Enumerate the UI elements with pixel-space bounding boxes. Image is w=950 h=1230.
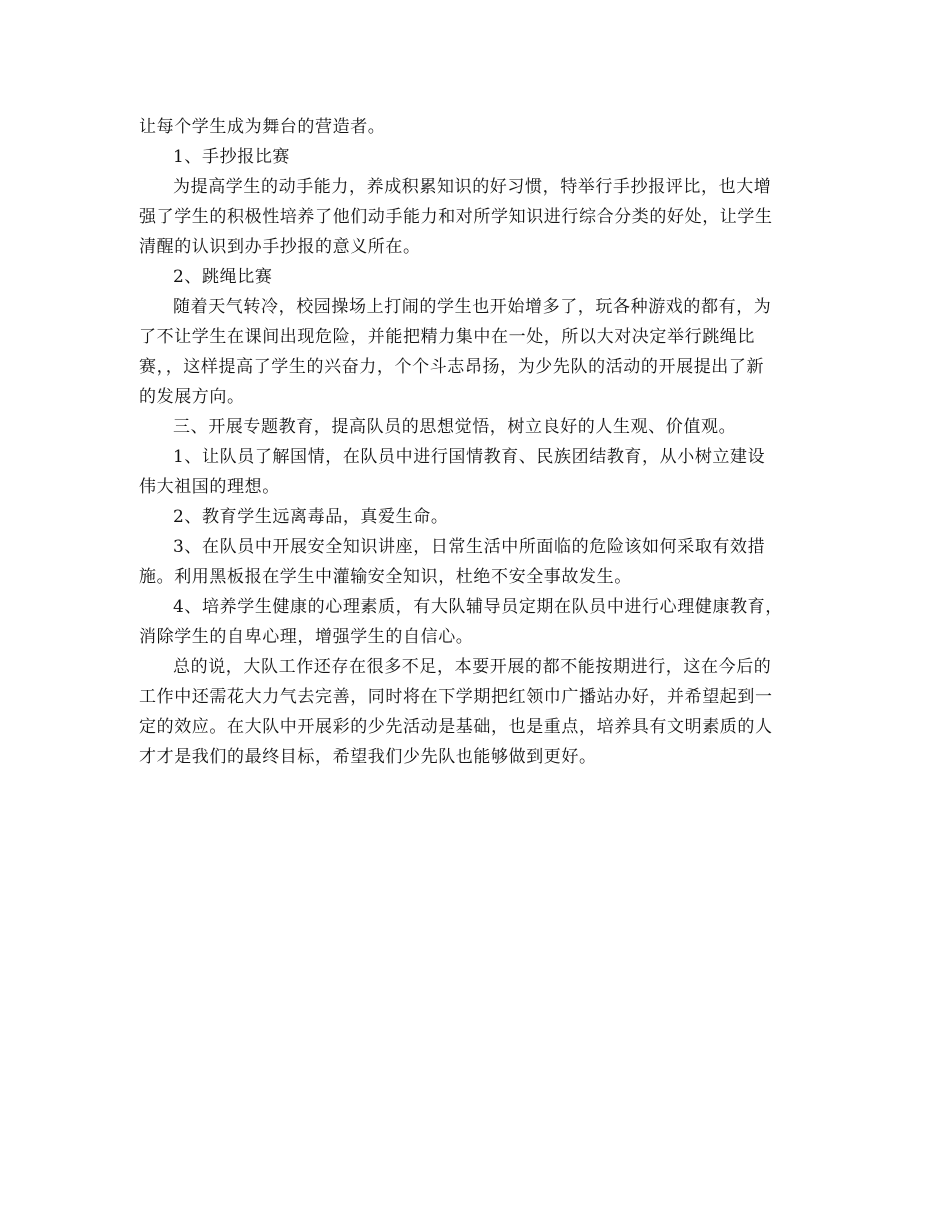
paragraph: [139, 142, 819, 172]
text-line: 工作中还需花大力气去完善，同时将在下学期把红领巾广播站办好，并希望起到一: [139, 687, 773, 707]
paragraph: [139, 412, 819, 442]
text-line: 总的说，大队工作还存在很多不足，本要开展的都不能按期进行，这在今后的: [173, 657, 772, 677]
text-line: 让每个学生成为舞台的营造者。: [139, 117, 386, 137]
text-line: 消除学生的自卑心理，增强学生的自信心。: [139, 627, 474, 647]
text-line: 3、在队员中开展安全知识讲座，日常生活中所面临的危险该如何采取有效措: [173, 537, 766, 557]
text-line: 施。利用黑板报在学生中灌输安全知识，杜绝不安全事故发生。: [139, 567, 632, 587]
text-line: 为提高学生的动手能力，养成积累知识的好习惯，特举行手抄报评比，也大增: [173, 177, 772, 197]
paragraph: [139, 172, 819, 262]
text-line: 4、培养学生健康的心理素质，有大队辅导员定期在队员中进行心理健康教育，: [173, 597, 783, 617]
text-line: 2、教育学生远离毒品，真爱生命。: [173, 507, 449, 527]
text-line: 三、开展专题教育，提高队员的思想觉悟，树立良好的人生观、价值观。: [173, 417, 737, 437]
text-line: 了不让学生在课间出现危险，并能把精力集中在一处，所以大对决定举行跳绳比: [139, 327, 755, 347]
text-line: 强了学生的积极性培养了他们动手能力和对所学知识进行综合分类的好处，让学生: [139, 207, 773, 227]
paragraph: [139, 502, 819, 532]
paragraph: [139, 652, 819, 772]
paragraph: [139, 532, 819, 592]
paragraph: [139, 262, 819, 292]
text-line: 的发展方向。: [139, 387, 245, 407]
paragraph: [139, 592, 819, 652]
paragraph: [139, 112, 819, 142]
text-line: 伟大祖国的理想。: [139, 477, 280, 497]
text-line: 1、手抄报比赛: [173, 147, 291, 167]
text-line: 才才是我们的最终目标，希望我们少先队也能够做到更好。: [139, 747, 597, 767]
document-body: [139, 112, 819, 772]
text-line: 2、跳绳比赛: [173, 267, 273, 287]
text-line: 清醒的认识到办手抄报的意义所在。: [139, 237, 421, 257]
text-line: 1、让队员了解国情，在队员中进行国情教育、民族团结教育，从小树立建设: [173, 447, 766, 467]
text-line: 定的效应。在大队中开展彩的少先活动是基础，也是重点，培养具有文明素质的人: [139, 717, 773, 737]
paragraph: [139, 292, 819, 412]
text-line: 随着天气转冷，校园操场上打闹的学生也开始增多了，玩各种游戏的都有，为: [173, 297, 772, 317]
paragraph: [139, 442, 819, 502]
text-line: 赛，，这样提高了学生的兴奋力，个个斗志昂扬，为少先队的活动的开展提出了新: [139, 357, 765, 377]
